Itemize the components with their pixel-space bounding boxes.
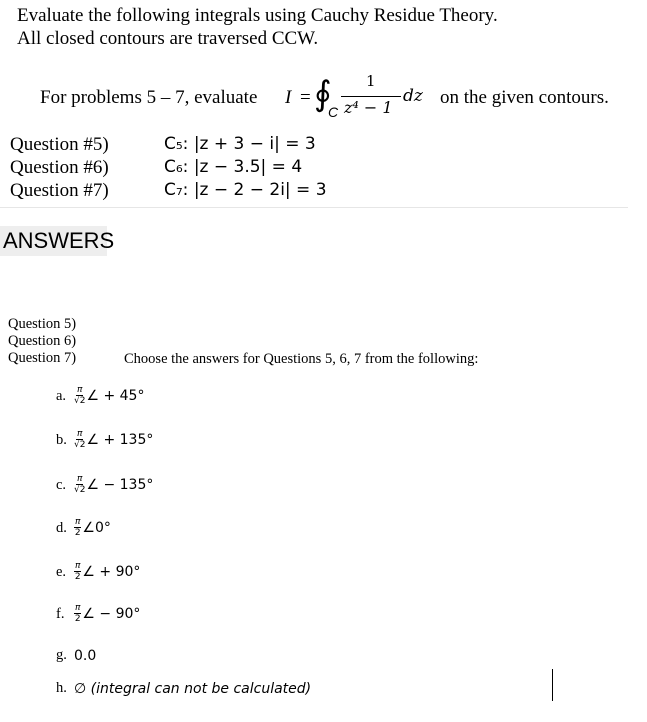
answer-question-5: Question 5) [8,316,77,332]
option-h-letter: h. [56,680,67,696]
option-c [56,475,153,495]
text-cursor [552,669,553,701]
option-d-letter: d. [56,519,67,536]
integrand-denominator: z⁴ − 1 [344,98,393,117]
option-a-angle: ∠ + 45° [86,388,145,404]
integrand-numerator: 1 [366,72,376,90]
option-g [56,647,96,664]
option-f-letter: f. [56,605,65,622]
contour-c6: C₆: |z − 3.5| = 4 [164,157,303,177]
integral-variable: I [285,87,292,108]
option-c-fraction: $\frac{\pi}{√2}$ [74,474,86,495]
differential: dz [403,86,423,106]
instructions-line-2: All closed contours are traversed CCW. [17,28,319,49]
equals-sign: = [300,87,311,108]
option-f-fraction: $\frac{\pi}{2}$ [74,603,81,624]
instructions-line-1: Evaluate the following integrals using Cauchy Residue Theory. [17,5,498,26]
option-b-fraction: $\frac{\pi}{√2}$ [74,429,86,450]
answer-question-7: Question 7) [8,350,77,366]
option-a-fraction: $\frac{\pi}{√2}$ [74,385,86,406]
option-c-letter: c. [56,476,67,493]
option-e-fraction: $\frac{\pi}{2}$ [74,561,81,582]
contour-c5: C₅: |z + 3 − i| = 3 [164,134,316,154]
contour-subscript: C [328,104,339,120]
option-a [56,386,144,406]
option-g-letter: g. [56,647,67,663]
option-h-value: ∅ (integral can not be calculated) [74,680,312,697]
option-g-value: 0.0 [74,647,97,664]
option-e-letter: e. [56,563,67,580]
answers-heading: ANSWERS [0,226,107,256]
section-divider [0,207,628,208]
option-h [56,680,311,697]
contour-c7: C₇: |z − 2 − 2i| = 3 [164,180,327,200]
question-5-label: Question #5) [10,134,109,155]
contour-integral-sign: ∮ [314,74,332,114]
option-f [56,604,140,624]
option-f-angle: ∠ − 90° [82,606,141,622]
option-b-letter: b. [56,431,67,448]
option-d [56,518,111,538]
option-c-angle: ∠ − 135° [86,477,154,493]
problem-trail: on the given contours. [440,87,609,108]
option-e-angle: ∠ + 90° [82,564,141,580]
option-b [56,430,153,450]
question-7-label: Question #7) [10,180,109,201]
option-d-fraction: $\frac{\pi}{2}$ [74,517,81,538]
answer-question-6: Question 6) [8,333,77,349]
option-a-letter: a. [56,387,67,404]
option-d-angle: ∠0° [82,520,111,536]
fraction-bar [341,96,401,97]
problem-lead: For problems 5 – 7, evaluate [40,87,258,108]
question-6-label: Question #6) [10,157,109,178]
option-b-angle: ∠ + 135° [86,432,154,448]
option-e [56,562,140,582]
choose-instruction: Choose the answers for Questions 5, 6, 7 from the following: [124,351,479,367]
